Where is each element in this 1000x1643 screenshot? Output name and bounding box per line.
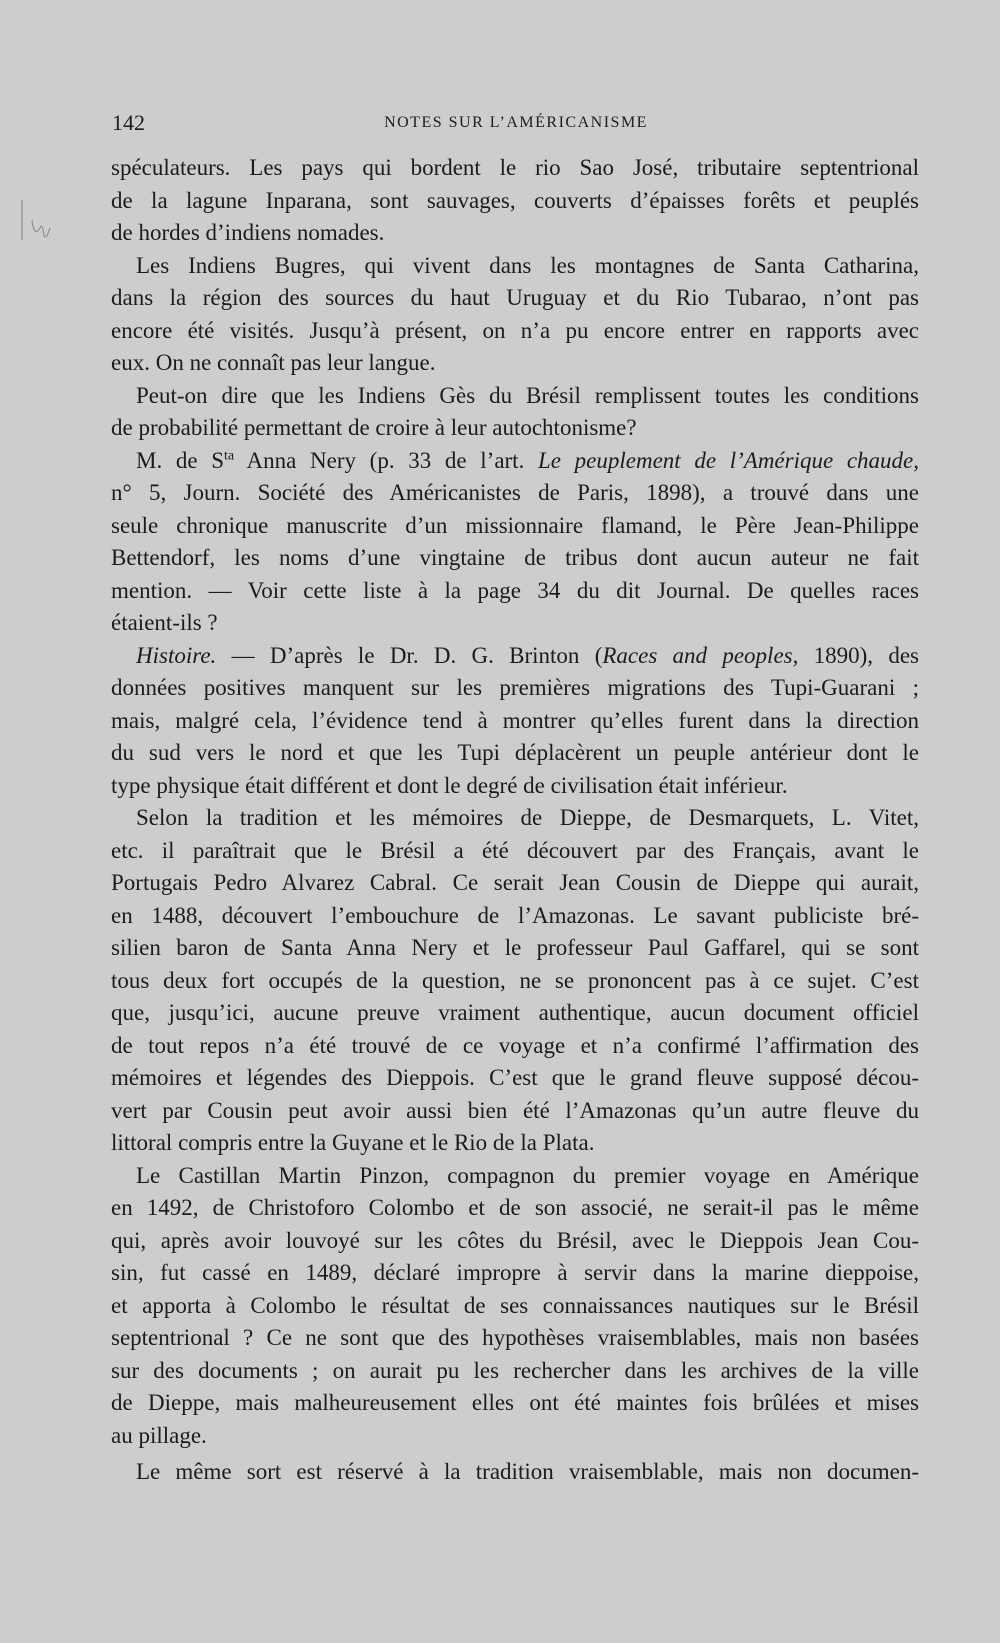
text-line: mémoires et légendes des Dieppois. C’est que le grand fleuve supposé décou-: [111, 1065, 919, 1090]
text-line: et apporta à Colombo le résultat de ses connaissances nautiques sur le Brésil: [111, 1292, 919, 1318]
text-line: encore été visités. Jusqu’à présent, on n’a pu encore entrer en rapports avec: [111, 317, 919, 343]
text-line: septentrional ? Ce ne sont que des hypothèses vraisemblables, mais non basées: [111, 1325, 919, 1350]
text-line: de tout repos n’a été trouvé de ce voyage et n’a confirmé l’affirmation des: [111, 1032, 919, 1058]
text-line: de probabilité permettant de croire à leur autochtonisme?: [111, 415, 637, 440]
paragraph: [111, 640, 919, 803]
text-line: silien baron de Santa Anna Nery et le professeur Paul Gaffarel, qui se sont: [111, 935, 919, 960]
text-line: eux. On ne connaît pas leur langue.: [111, 350, 436, 375]
paragraph: [111, 802, 919, 1160]
page-number: 142: [112, 110, 145, 135]
text-line: sur des documents ; on aurait pu les rechercher dans les archives de la ville: [111, 1357, 919, 1383]
running-head: NOTES SUR L’AMÉRICANISME: [384, 114, 648, 131]
text-line: etc. il paraîtrait que le Brésil a été découvert par des Français, avant le: [111, 837, 919, 863]
text-line: Le même sort est réservé à la tradition vraisemblable, mais non documen-: [136, 1459, 919, 1484]
paragraph: [111, 152, 919, 250]
text-line: de Dieppe, mais malheureusement elles ont été maintes fois brûlées et mises: [111, 1390, 919, 1415]
text-line: spéculateurs. Les pays qui bordent le rio Sao José, tributaire septentrional: [111, 155, 919, 180]
paragraph: [111, 250, 919, 380]
page-header: [112, 110, 920, 140]
section-heading: Histoire.: [136, 642, 217, 668]
text-line: Peut-on dire que les Indiens Gès du Brésil remplissent toutes les conditions: [136, 382, 919, 408]
text-line: étaient-ils ?: [111, 610, 218, 635]
text-line: mais, malgré cela, l’évidence tend à montrer qu’elles furent dans la direction: [111, 707, 919, 733]
text-run: M. de S: [136, 447, 225, 473]
text-line: [111, 640, 919, 673]
text-run: 1890), des: [798, 642, 919, 668]
italic-title: Races and peoples,: [602, 642, 799, 668]
text-line: en 1488, découvert l’embouchure de l’Amazonas. Le savant publiciste bré-: [111, 902, 919, 928]
italic-title: Le peuplement de l’Amérique chaude,: [538, 447, 920, 473]
text-line: du sud vers le nord et que les Tupi déplacèrent un peuple antérieur dont le: [111, 740, 919, 765]
text-line: mention. — Voir cette liste à la page 34 du dit Journal. De quelles races: [111, 577, 919, 603]
text-line: Bettendorf, les noms d’une vingtaine de tribus dont aucun auteur ne fait: [111, 545, 919, 570]
text-line: littoral compris entre la Guyane et le Rio de la Plata.: [111, 1130, 595, 1155]
text-line: vert par Cousin peut avoir aussi bien été l’Amazonas qu’un autre fleuve du: [111, 1097, 919, 1123]
text-line: de hordes d’indiens nomades.: [111, 220, 385, 245]
paragraph: [111, 445, 919, 640]
superscript: ta: [224, 447, 235, 463]
text-line: que, jusqu’ici, aucune preuve vraiment authentique, aucun document officiel: [111, 1000, 919, 1025]
text-line: Le Castillan Martin Pinzon, compagnon du premier voyage en Amérique: [136, 1162, 919, 1188]
text-line: dans la région des sources du haut Uruguay et du Rio Tubarao, n’ont pas: [111, 285, 919, 310]
text-line: qui, après avoir louvoyé sur les côtes du Brésil, avec le Dieppois Jean Cou-: [111, 1227, 919, 1253]
text-line: n° 5, Journ. Société des Américanistes de Paris, 1898), a trouvé dans une: [111, 480, 919, 505]
text-line: Selon la tradition et les mémoires de Dieppe, de Desmarquets, L. Vitet,: [136, 805, 919, 830]
text-line: tous deux fort occupés de la question, ne se prononcent pas à ce sujet. C’est: [111, 967, 919, 993]
text-line: sin, fut cassé en 1489, déclaré impropre à servir dans la marine dieppoise,: [111, 1260, 919, 1285]
text-line: seule chronique manuscrite d’un missionnaire flamand, le Père Jean-Philippe: [111, 512, 919, 538]
paragraph: [111, 1160, 919, 1453]
paragraph: [111, 380, 919, 445]
paragraph: [111, 1456, 919, 1489]
text-run: Anna Nery (p. 33 de l’art.: [234, 447, 538, 473]
text-line: données positives manquent sur les premières migrations des Tupi-Guarani ;: [111, 675, 919, 700]
text-run: — D’après le Dr. D. G. Brinton (: [216, 642, 603, 668]
margin-pencil-mark: [18, 198, 58, 248]
body-text: [111, 152, 919, 1489]
text-line: au pillage.: [111, 1422, 207, 1448]
text-line: de la lagune Inparana, sont sauvages, couverts d’épaisses forêts et peuplés: [111, 187, 919, 213]
text-line: en 1492, de Christoforo Colombo et de son associé, ne serait-il pas le même: [111, 1195, 919, 1220]
text-line: type physique était différent et dont le degré de civilisation était inférieur.: [111, 772, 788, 798]
text-line: Portugais Pedro Alvarez Cabral. Ce serait Jean Cousin de Dieppe qui aurait,: [111, 870, 919, 895]
text-line: Les Indiens Bugres, qui vivent dans les montagnes de Santa Catharina,: [136, 252, 919, 278]
text-line: [111, 445, 919, 478]
